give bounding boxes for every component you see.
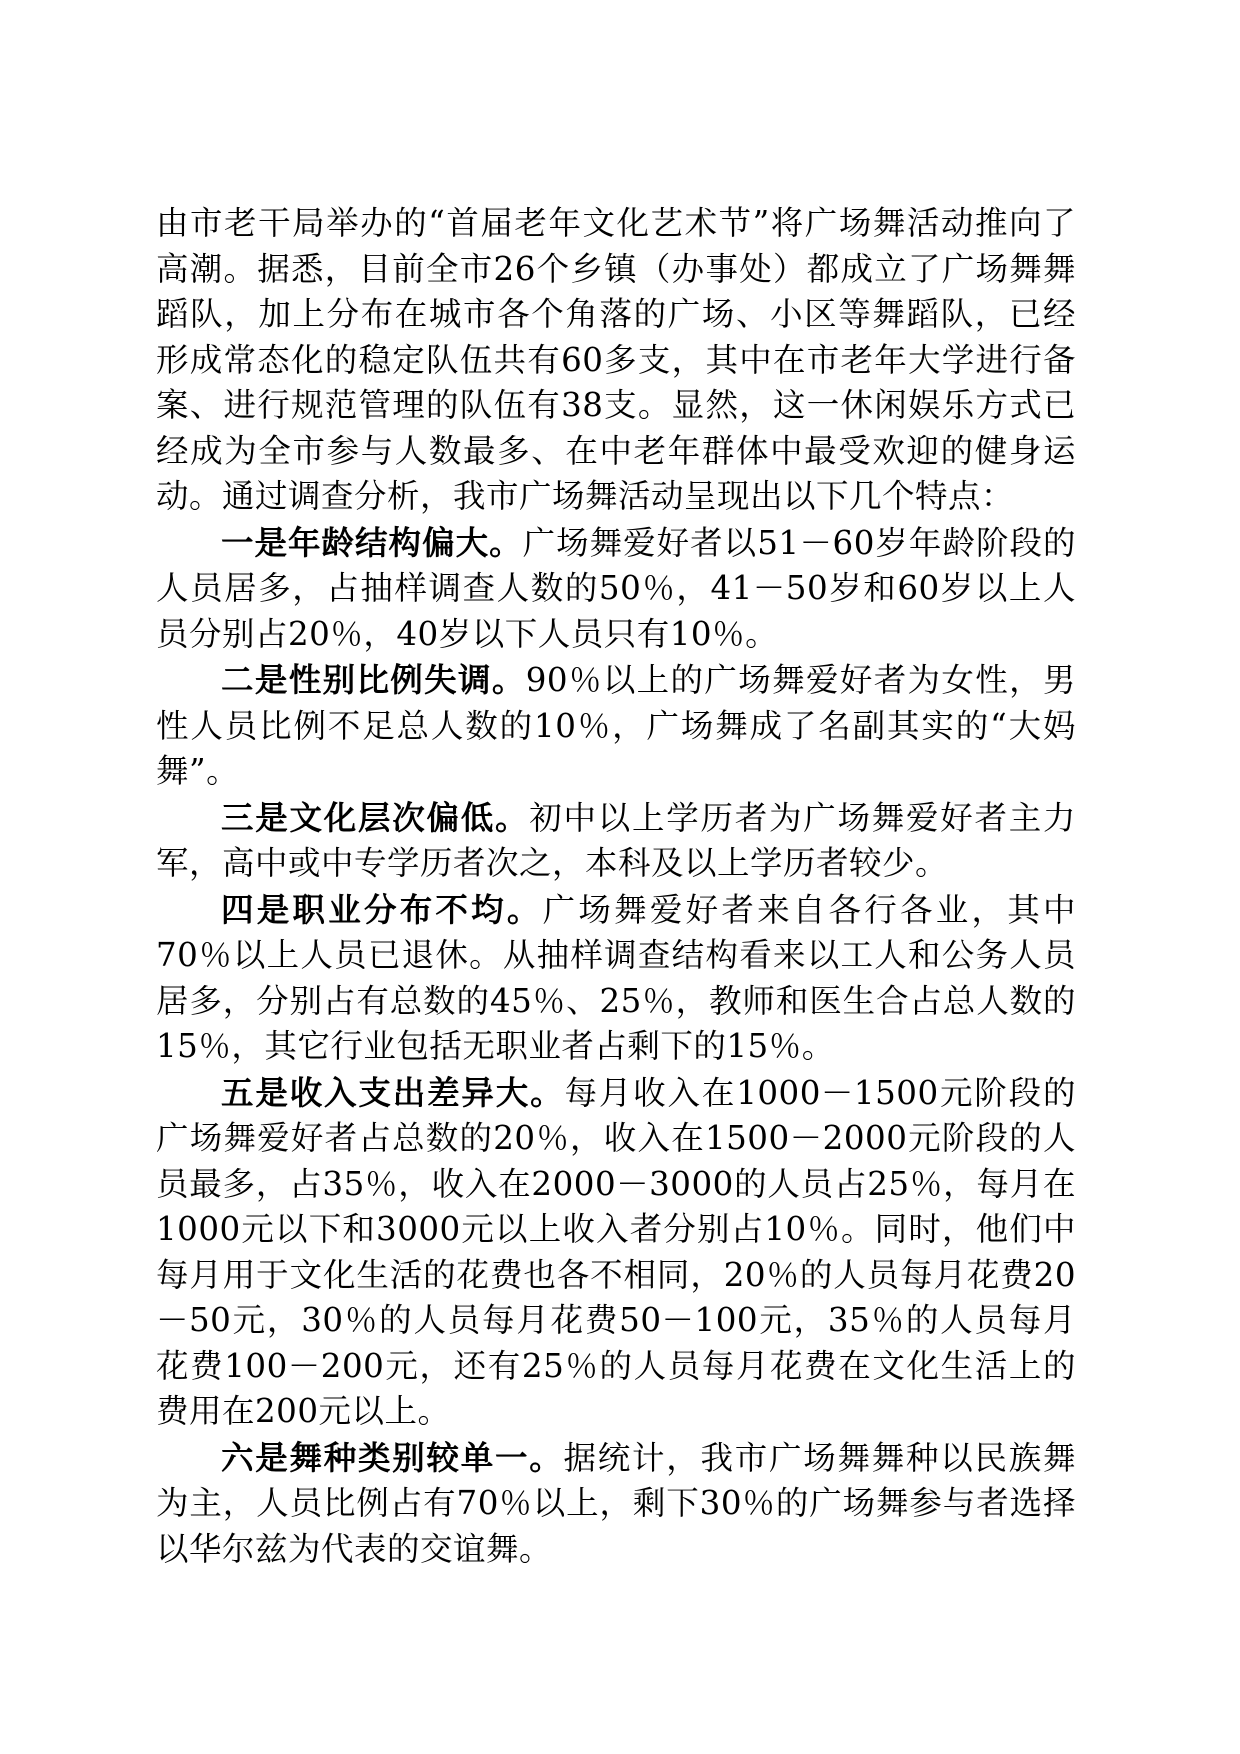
paragraph-lead: 三是文化层次偏低。 [221,797,530,837]
paragraph-text: 广场舞爱好者来自各行各业，其中70％以上人员已退休。从抽样调查结构看来以工人和公务人员居多，分别占有总数的45％、25％，教师和医生合占总人数的15％，其它行业包括无职业者占剩下的15％。 [156,890,1076,1065]
document-body [156,200,1076,1572]
paragraph-lead: 二是性别比例失调。 [221,660,526,699]
paragraph-text: 广场舞爱好者以51－60岁年龄阶段的人员居多，占抽样调查人数的50％，41－50岁和60岁以上人员分别占20％，40岁以下人员只有10％。 [156,523,1076,653]
paragraph-text: 据统计，我市广场舞舞种以民族舞为主，人员比例占有70％以上，剩下30％的广场舞参与者选择以华尔兹为代表的交谊舞。 [156,1438,1076,1568]
paragraph-gender-ratio [156,657,1076,795]
paragraph-lead: 一是年龄结构偏大。 [221,522,523,562]
paragraph-text: 90％以上的广场舞爱好者为女性，男性人员比例不足总人数的10％，广场舞成了名副其实的“大妈舞”。 [156,661,1076,790]
paragraph-income-spending [156,1070,1076,1435]
paragraph-text: 由市老干局举办的“首届老年文化艺术节”将广场舞活动推向了高潮。据悉，目前全市26个乡镇（办事处）都成立了广场舞舞蹈队，加上分布在城市各个角落的广场、小区等舞蹈队，已经形成常态化的稳定队伍共有60多支，其中在市老年大学进行备案、进行规范管理的队伍有38支。显然，这一休闲娱乐方式已经成为全市参与人数最多、在中老年群体中最受欢迎的健身运动。通过调查分析，我市广场舞活动呈现出以下几个特点： [156,204,1076,515]
paragraph-text: 每月收入在1000－1500元阶段的广场舞爱好者占总数的20％，收入在1500－2000元阶段的人员最多，占35％，收入在2000－3000的人员占25％，每月在1000元以下和3000元以上收入者分别占10％。同时，他们中每月用于文化生活的花费也各不相同，20％的人员每月花费20－50元，30％的人员每月花费50－100元，35％的人员每月花费100－200元，还有25％的人员每月花费在文化生活上的费用在200元以上。 [156,1073,1076,1430]
paragraph-lead: 六是舞种类别较单一。 [221,1437,564,1477]
paragraph-dance-types [156,1435,1076,1573]
paragraph-age-structure [156,520,1076,658]
paragraph-lead: 四是职业分布不均。 [221,889,543,929]
paragraph-lead: 五是收入支出差异大。 [221,1072,565,1112]
paragraph-intro [156,200,1076,520]
paragraph-education-level [156,795,1076,887]
paragraph-occupation [156,887,1076,1070]
paragraph-text: 初中以上学历者为广场舞爱好者主力军，高中或中专学历者次之，本科及以上学历者较少。 [156,798,1076,882]
